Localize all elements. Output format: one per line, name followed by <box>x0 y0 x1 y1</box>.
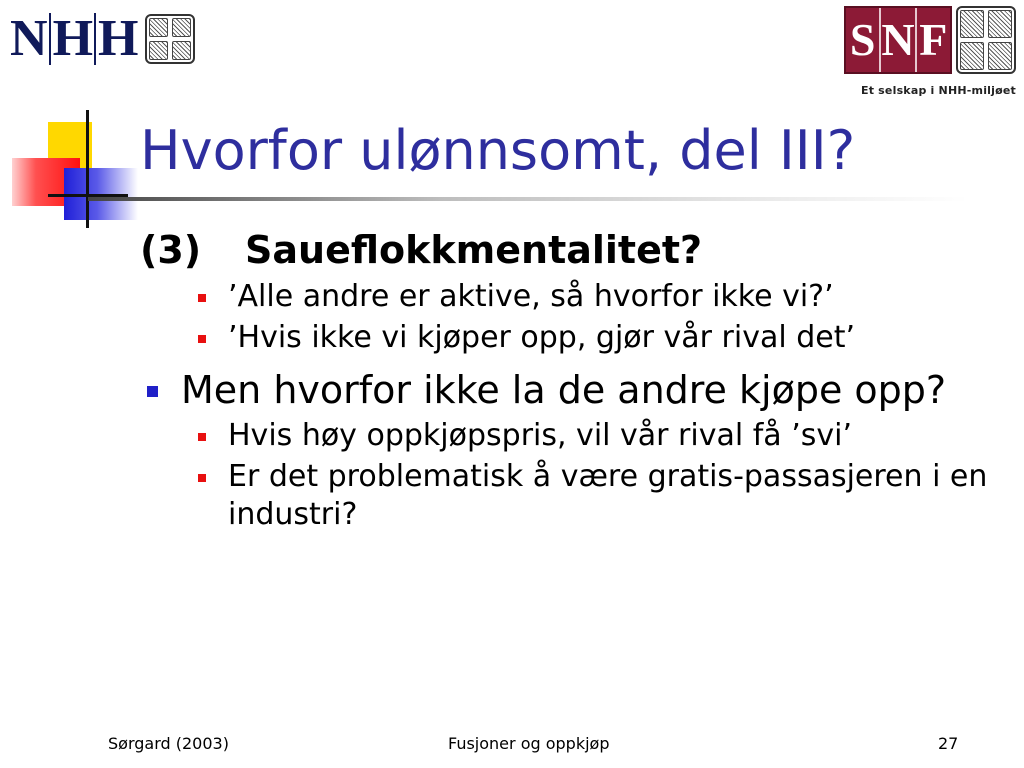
nhh-logo <box>8 8 195 70</box>
main-bullet <box>140 367 1000 413</box>
red-square-bullet-icon <box>198 433 206 441</box>
snf-letter-n: N <box>881 8 916 72</box>
red-square-bullet-icon <box>198 474 206 482</box>
snf-logo <box>844 6 1016 97</box>
sub-bullet-3 <box>140 417 1000 455</box>
nhh-letter-h1: H <box>51 13 96 65</box>
snf-logo-letters <box>844 6 952 74</box>
main-bullet-text: Men hvorfor ikke la de andre kjøpe opp? <box>181 367 947 412</box>
sub-bullet-1 <box>140 278 1000 316</box>
snf-letter-f: F <box>919 14 948 65</box>
nhh-crest-icon <box>145 14 195 64</box>
nhh-letter-n: N <box>8 13 51 65</box>
red-square-bullet-icon <box>198 294 206 302</box>
red-square-bullet-icon <box>198 335 206 343</box>
slide-body <box>140 228 1000 533</box>
footer-author: Sørgard (2003) <box>108 734 229 753</box>
title-underline <box>88 197 968 201</box>
sub-bullet-text: ’Alle andre er aktive, så hvorfor ikke vi?’ <box>228 278 834 314</box>
snf-crest-icon <box>956 6 1016 74</box>
section-heading <box>140 228 1000 274</box>
sub-bullet-text: Er det problematisk å være gratis-passasjeren i en industri? <box>228 459 988 532</box>
heading-number: (3) <box>140 228 202 272</box>
title-decoration <box>0 110 150 230</box>
sub-bullet-text: ’Hvis ikke vi kjøper opp, gjør vår rival det’ <box>228 320 856 356</box>
nhh-letter-h2: H <box>98 10 138 67</box>
sub-bullet-text: Hvis høy oppkjøpspris, vil vår rival få ’svi’ <box>228 417 852 453</box>
footer-course: Fusjoner og oppkjøp <box>448 734 610 753</box>
sub-bullet-2 <box>140 319 1000 357</box>
sub-bullet-4 <box>140 458 1000 533</box>
blue-square-bullet-icon <box>147 386 158 397</box>
slide-title: Hvorfor ulønnsomt, del III? <box>140 119 856 182</box>
footer-page-number: 27 <box>938 734 959 753</box>
heading-text: Saueflokkmentalitet? <box>245 228 703 272</box>
snf-subtitle: Et selskap i NHH-miljøet <box>860 84 1016 97</box>
nhh-logo-letters <box>8 10 139 67</box>
snf-letter-s: S <box>846 8 881 72</box>
